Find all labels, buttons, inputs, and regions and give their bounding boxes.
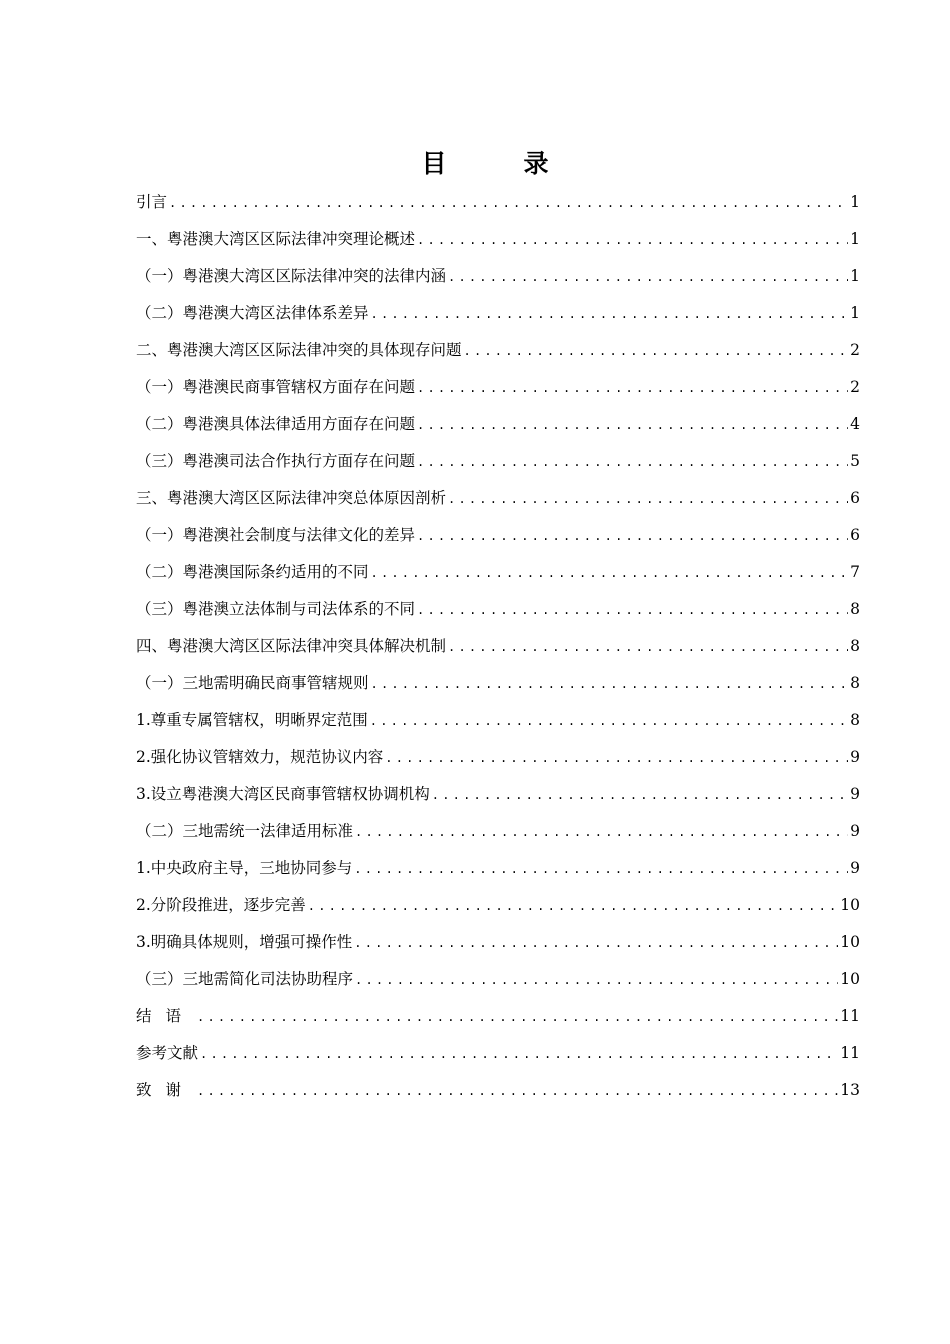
toc-entry-page-number: 7 <box>850 563 860 581</box>
toc-entry-page-number: 1 <box>850 304 860 322</box>
dot-leader <box>354 925 838 962</box>
toc-entry-page-number: 1 <box>850 193 860 211</box>
toc-entry[interactable] <box>136 517 860 554</box>
toc-entry-page-number: 9 <box>850 785 860 803</box>
toc-entry-label: 2.强化协议管辖效力，规范协议内容 <box>136 748 384 766</box>
toc-entry-page-number: 2 <box>850 378 860 396</box>
toc-entry-page-number: 1 <box>850 267 860 285</box>
dot-leader <box>417 444 848 481</box>
toc-entry-page-number: 5 <box>850 452 860 470</box>
toc-entry-label: 致谢 <box>136 1081 196 1099</box>
toc-entry[interactable] <box>136 295 860 332</box>
toc-entry-page-number: 6 <box>850 489 860 507</box>
toc-entry-label: 参考文献 <box>136 1044 199 1062</box>
toc-entry-label: （一）三地需明确民商事管辖规则 <box>136 674 369 692</box>
toc-entry-label: （三）三地需简化司法协助程序 <box>136 970 354 988</box>
toc-entry[interactable] <box>136 258 860 295</box>
dot-leader <box>354 851 848 888</box>
toc-entry-label: （一）粤港澳大湾区区际法律冲突的法律内涵 <box>136 267 447 285</box>
dot-leader <box>464 333 848 370</box>
dot-leader <box>355 962 838 999</box>
toc-entry[interactable] <box>136 924 860 961</box>
toc-entry-page-number: 9 <box>850 748 860 766</box>
toc-entry-label: 引言 <box>136 193 168 211</box>
toc-entry[interactable] <box>136 591 860 628</box>
dot-leader <box>371 296 848 333</box>
toc-entry-label: （二）粤港澳大湾区法律体系差异 <box>136 304 369 322</box>
toc-title: 目 录 <box>421 149 575 178</box>
dot-leader <box>417 518 848 555</box>
toc-entry[interactable] <box>136 813 860 850</box>
toc-entry-page-number: 9 <box>850 822 860 840</box>
toc-entry-label: （一）粤港澳民商事管辖权方面存在问题 <box>136 378 416 396</box>
toc-entry[interactable] <box>136 369 860 406</box>
dot-leader <box>200 1036 838 1073</box>
toc-entry-page-number: 11 <box>840 1007 860 1025</box>
toc-entry-label: 2.分阶段推进，逐步完善 <box>136 896 306 914</box>
toc-entry-page-number: 8 <box>850 674 860 692</box>
toc-entry[interactable] <box>136 961 860 998</box>
toc-entry[interactable] <box>136 998 860 1035</box>
toc-entry-label: 结语 <box>136 1007 196 1025</box>
toc-entry[interactable] <box>136 702 860 739</box>
toc-entry-label: （二）三地需统一法律适用标准 <box>136 822 354 840</box>
toc-entry-page-number: 11 <box>840 1044 860 1062</box>
dot-leader <box>417 222 848 259</box>
dot-leader <box>417 592 848 629</box>
toc-entry-page-number: 1 <box>850 230 860 248</box>
dot-leader <box>197 999 838 1036</box>
toc-entry[interactable] <box>136 665 860 702</box>
toc-entry[interactable] <box>136 739 860 776</box>
dot-leader <box>448 629 848 666</box>
toc-entry[interactable] <box>136 443 860 480</box>
toc-entry-label: （二）粤港澳具体法律适用方面存在问题 <box>136 415 416 433</box>
dot-leader <box>169 185 848 222</box>
dot-leader <box>417 370 848 407</box>
toc-entry-label: 1.尊重专属管辖权，明晰界定范围 <box>136 711 368 729</box>
toc-entry-page-number: 9 <box>850 859 860 877</box>
dot-leader <box>448 481 848 518</box>
toc-entry[interactable] <box>136 850 860 887</box>
toc-entry-page-number: 2 <box>850 341 860 359</box>
dot-leader <box>197 1073 838 1110</box>
toc-entry[interactable] <box>136 554 860 591</box>
toc-entry-label: 3.设立粤港澳大湾区民商事管辖权协调机构 <box>136 785 430 803</box>
toc-entry[interactable] <box>136 776 860 813</box>
toc-entry[interactable] <box>136 406 860 443</box>
toc-entry[interactable] <box>136 332 860 369</box>
dot-leader <box>370 703 848 740</box>
toc-entry-page-number: 8 <box>850 711 860 729</box>
toc-entry-label: 二、粤港澳大湾区区际法律冲突的具体现存问题 <box>136 341 462 359</box>
toc-entry-label: （三）粤港澳司法合作执行方面存在问题 <box>136 452 416 470</box>
toc-entry-page-number: 8 <box>850 600 860 618</box>
dot-leader <box>417 407 848 444</box>
toc-entry-label: （三）粤港澳立法体制与司法体系的不同 <box>136 600 416 618</box>
dot-leader <box>371 666 848 703</box>
dot-leader <box>371 555 848 592</box>
dot-leader <box>385 740 848 777</box>
toc-entry-label: 3.明确具体规则，增强可操作性 <box>136 933 353 951</box>
toc-entry[interactable] <box>136 480 860 517</box>
toc-entry[interactable] <box>136 628 860 665</box>
dot-leader <box>432 777 848 814</box>
toc-entry[interactable] <box>136 184 860 221</box>
toc-entry-page-number: 10 <box>840 933 860 951</box>
toc-entry-page-number: 10 <box>840 970 860 988</box>
toc-entry-page-number: 13 <box>840 1081 860 1099</box>
toc-entry-label: 一、粤港澳大湾区区际法律冲突理论概述 <box>136 230 416 248</box>
toc-entry[interactable] <box>136 887 860 924</box>
dot-leader <box>448 259 848 296</box>
toc-entry-label: 三、粤港澳大湾区区际法律冲突总体原因剖析 <box>136 489 447 507</box>
table-of-contents <box>136 184 860 1109</box>
toc-entry-page-number: 8 <box>850 637 860 655</box>
toc-entry-page-number: 4 <box>850 415 860 433</box>
dot-leader <box>308 888 838 925</box>
toc-entry-page-number: 10 <box>840 896 860 914</box>
toc-entry[interactable] <box>136 221 860 258</box>
toc-entry-label: （二）粤港澳国际条约适用的不同 <box>136 563 369 581</box>
toc-entry[interactable] <box>136 1072 860 1109</box>
toc-entry-page-number: 6 <box>850 526 860 544</box>
toc-entry-label: （一）粤港澳社会制度与法律文化的差异 <box>136 526 416 544</box>
dot-leader <box>355 814 848 851</box>
toc-entry[interactable] <box>136 1035 860 1072</box>
toc-entry-label: 四、粤港澳大湾区区际法律冲突具体解决机制 <box>136 637 447 655</box>
toc-entry-label: 1.中央政府主导，三地协同参与 <box>136 859 353 877</box>
